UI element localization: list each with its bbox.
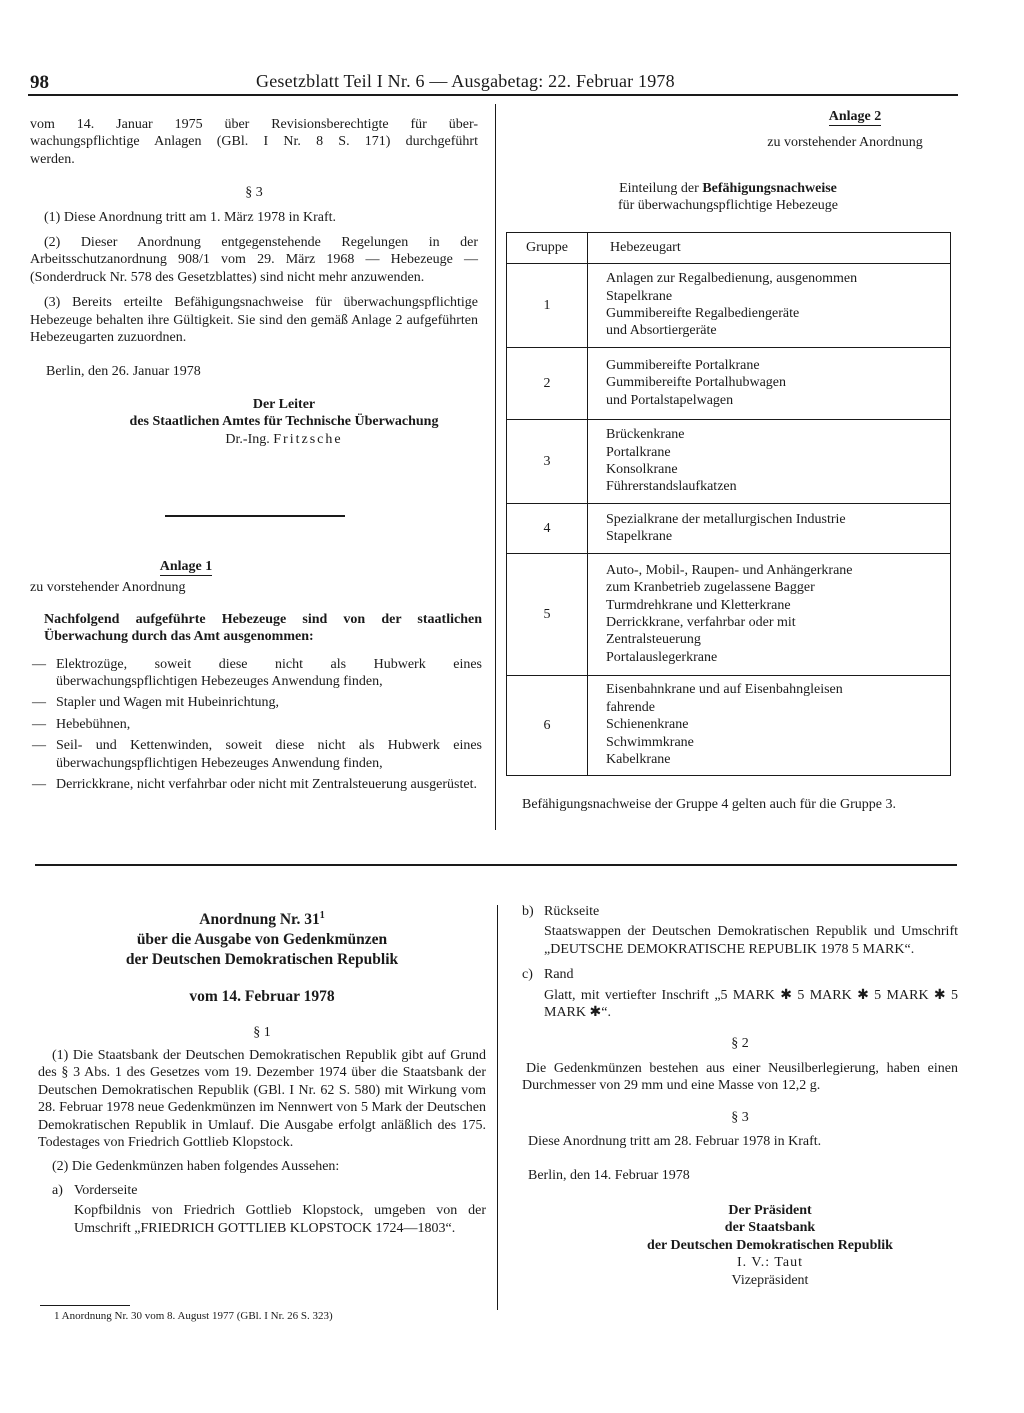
section-2-text: Die Gedenkmünzen bestehen aus einer Neusilberlegierung, haben einen Durchmesser von 29 mm und eine Masse von 12,2 g.: [522, 1060, 958, 1094]
type-item: Spezialkrane der metallurgischen Industrie: [606, 511, 846, 527]
type-item: Zentralsteuerung: [606, 632, 701, 648]
signature-name: [90, 431, 478, 448]
type-item: Stapelkrane: [606, 529, 673, 544]
type-item: Gummibereifte Portalhubwagen: [606, 375, 787, 391]
type-item: Eisenbahnkrane und auf Eisenbahngleisen: [606, 682, 843, 698]
item-b-title: Rückseite: [544, 904, 600, 919]
anlage-2-header: [700, 108, 1010, 125]
anlage-2-heading-bold: Befähigungsnachweise: [702, 181, 837, 196]
section-rule: [35, 864, 957, 866]
ordinance-31-right: [522, 903, 958, 1289]
list-item-text: Stapler und Wagen mit Hubeinrichtung,: [56, 695, 279, 711]
dash-bullet: —: [32, 716, 46, 732]
dash-bullet: —: [32, 738, 46, 754]
section-1-para-2: (2) Die Gedenkmünzen haben folgendes Aussehen:: [52, 1159, 340, 1175]
signature-name-prefix: Dr.-Ing.: [225, 431, 270, 447]
group-types: [588, 504, 951, 554]
list-item-text: Hebebühnen,: [56, 716, 131, 732]
group-types: [588, 348, 951, 420]
anlage-1-title-wrap: [30, 558, 482, 575]
anlage-1-heading: Nachfolgend aufgeführte Hebezeuge sind von der staatlichen Überwachung durch das Amt ausgenommen:: [44, 611, 482, 645]
type-item: und Absortiergeräte: [606, 323, 717, 339]
ordinance-signature-institution: der Staatsbank: [724, 1220, 816, 1236]
item-c-label: c): [522, 967, 533, 983]
item-b-label: b): [522, 904, 534, 919]
left-column-top: [30, 116, 478, 448]
list-item: [30, 716, 482, 733]
type-item: Stapelkrane: [606, 288, 673, 304]
paragraph-2: (2) Dieser Anordnung entgegenstehende Regelungen in der Arbeitsschutzanordnung 908/1 vom 29. März 1968 — Hebezeuge — (Sonderdruck Nr. 578 des Gesetzblattes) sind nicht mehr anzuwenden.: [30, 235, 478, 285]
list-item: [30, 737, 482, 772]
paragraph-1: (1) Diese Anordnung tritt am 1. März 1978 in Kraft.: [44, 209, 336, 225]
group-types: [588, 264, 951, 348]
type-item: Gummibereifte Regalbediengeräte: [606, 306, 800, 321]
section-1-heading: § 1: [253, 1024, 271, 1040]
dash-bullet: —: [32, 777, 46, 793]
type-item: Führerstandslaufkatzen: [606, 479, 737, 495]
type-item: Schwimmkrane: [606, 734, 694, 750]
signature-name-text: Fritzsche: [273, 431, 343, 447]
type-item: Derrickkrane, verfahrbar oder mit: [606, 615, 796, 630]
exempt-list: [30, 656, 482, 794]
group-types: [588, 554, 951, 676]
ordinance-signature-role: Vizepräsident: [731, 1272, 809, 1288]
ordinance-signature-name: I. V.: Taut: [736, 1255, 804, 1271]
table-row: [507, 554, 951, 676]
signature-office: des Staatlichen Amtes für Technische Überwachung: [129, 414, 439, 430]
table-row: [507, 676, 951, 776]
item-a-label: a): [52, 1182, 63, 1198]
footnote-marker: 1: [319, 910, 325, 921]
ordinance-title-text: Anordnung Nr. 31: [199, 911, 320, 929]
anlage-2-heading-prefix: Einteilung der: [619, 181, 699, 196]
group-number: 5: [507, 554, 588, 676]
item-b-text: Staatswappen der Deutschen Demokratischen Republik und Umschrift „DEUTSCHE DEMOKRATISCHE REPUBLIK 1978 5 MARK“.: [544, 924, 958, 957]
anlage-1-title: Anlage 1: [159, 559, 213, 574]
ordinance-title-line1: [38, 906, 486, 930]
intro-line: werden.: [30, 151, 75, 167]
type-item: Portalauslegerkrane: [606, 649, 718, 665]
item-a: [38, 1182, 486, 1237]
type-item: Portalkrane: [606, 444, 671, 460]
item-c-title: Rand: [544, 967, 574, 983]
table-row: [507, 264, 951, 348]
list-item-text: Elektrozüge, soweit diese nicht als Hubwerk eines überwachungspflichtigen Hebezeuges Anwendung finden,: [56, 656, 482, 690]
header-rule: [28, 94, 958, 96]
ordinance-title: [38, 906, 486, 970]
item-c-text: Glatt, mit vertiefter Inschrift „5 MARK ✱ 5 MARK ✱ 5 MARK ✱ 5 MARK ✱“.: [544, 987, 958, 1021]
footnote-rule: [40, 1305, 130, 1306]
place-date: Berlin, den 26. Januar 1978: [46, 364, 201, 380]
item-a-title: Vorderseite: [74, 1182, 138, 1198]
item-a-text: Kopfbildnis von Friedrich Gottlieb Klopstock, umgeben von der Umschrift „FRIEDRICH GOTTLIEB KLOPSTOCK 1724—1803“.: [74, 1203, 486, 1236]
anlage-2-heading-line2: für überwachungspflichtige Hebezeuge: [617, 198, 838, 214]
running-title: Gesetzblatt Teil I Nr. 6 — Ausgabetag: 22. Februar 1978: [256, 71, 675, 91]
column-header-type: Hebezeugart: [588, 233, 951, 264]
dash-bullet: —: [32, 695, 46, 711]
type-item: Brückenkrane: [606, 427, 685, 443]
anlage-2-heading: [506, 180, 950, 215]
type-item: Anlagen zur Regalbedienung, ausgenommen: [606, 271, 858, 287]
group-number: 3: [507, 420, 588, 504]
type-item: zum Kranbetrieb zugelassene Bagger: [606, 580, 815, 596]
ordinance-title-line3: der Deutschen Demokratischen Republik: [125, 951, 399, 969]
type-item: und Portalstapelwagen: [606, 392, 734, 408]
group-number: 4: [507, 504, 588, 554]
ordinance-signature-country: der Deutschen Demokratischen Republik: [647, 1237, 893, 1253]
signature-block: [30, 396, 478, 448]
anlage-2-heading-line1: [506, 180, 950, 197]
signature-title: Der Leiter: [252, 396, 316, 412]
group-types: [588, 420, 951, 504]
anlage-2-note: Befähigungsnachweise der Gruppe 4 gelten auch für die Gruppe 3.: [522, 797, 896, 812]
column-divider: [495, 104, 496, 830]
list-item: [30, 656, 482, 691]
separator-rule: [165, 515, 345, 517]
ordinance-signature: [522, 1202, 958, 1289]
item-b: [522, 903, 958, 958]
section-3-heading: § 3: [731, 1109, 749, 1125]
hebezeug-table: [506, 232, 951, 776]
table-row: [507, 420, 951, 504]
column-header-group: Gruppe: [507, 233, 588, 264]
intro-line: vom 14. Januar 1975 über Revisionsberechtigte für über-: [30, 117, 478, 132]
intro-line: wachungspflichtige Anlagen (GBl. I Nr. 8 S. 171) durchgeführt: [30, 134, 478, 150]
intro-paragraph: [30, 116, 478, 168]
group-number: 6: [507, 676, 588, 776]
ordinance-date: vom 14. Februar 1978: [189, 988, 335, 1006]
anlage-2-subtitle: zu vorstehender Anordnung: [767, 135, 923, 150]
group-number: 1: [507, 264, 588, 348]
groups-table: [506, 232, 951, 776]
ordinance-31-left: [38, 906, 486, 1237]
list-item: [30, 776, 482, 793]
list-item: [30, 694, 482, 711]
section-1-para-1: (1) Die Staatsbank der Deutschen Demokratischen Republik gibt auf Grund des § 3 Abs. 1 des Gesetzes vom 19. Dezember 1974 über die Staatsbank der Deutschen Demokratischen Republik (GBl. I Nr. 62 S. 580) mit Wirkung vom 28. Februar 1978 neue Gedenkmünzen im Nennwert von 5 Mark der Deutschen Demokratischen Republik in Umlauf. Die Ausgabe erfolgt anläßlich des 175. Todestages von Friedrich Gottlieb Klopstock.: [38, 1047, 486, 1150]
section-2-heading: § 2: [731, 1036, 749, 1052]
item-c: [522, 966, 958, 1021]
group-types: [588, 676, 951, 776]
type-item: Gummibereifte Portalkrane: [606, 357, 760, 373]
type-item: fahrende: [606, 699, 655, 715]
ordinance-title-line2: über die Ausgabe von Gedenkmünzen: [136, 931, 388, 949]
footnote: 1 Anordnung Nr. 30 vom 8. August 1977 (GBl. I Nr. 26 S. 323): [54, 1310, 333, 1322]
ordinance-place-date: Berlin, den 14. Februar 1978: [528, 1168, 690, 1184]
group-number: 2: [507, 348, 588, 420]
list-item-text: Derrickkrane, nicht verfahrbar oder nicht mit Zentralsteuerung ausgerüstet.: [56, 777, 477, 793]
type-item: Konsolkrane: [606, 462, 678, 477]
ordinance-signature-title: Der Präsident: [728, 1202, 812, 1218]
table-row: [507, 348, 951, 420]
type-item: Kabelkrane: [606, 752, 671, 768]
list-item-text: Seil- und Kettenwinden, soweit diese nicht als Hubwerk eines überwachungspflichtigen Hebezeuges Anwendung finden,: [56, 738, 482, 771]
section-heading: § 3: [245, 185, 263, 201]
section-3-text: Diese Anordnung tritt am 28. Februar 1978 in Kraft.: [528, 1134, 822, 1150]
type-item: Schienenkrane: [606, 717, 689, 733]
page-number: 98: [30, 72, 49, 93]
anlage-2-title: Anlage 2: [828, 109, 882, 124]
type-item: Turmdrehkrane und Kletterkrane: [606, 597, 791, 613]
anlage-1-subtitle: zu vorstehender Anordnung: [30, 580, 186, 596]
anlage-1: [30, 558, 482, 797]
table-header-row: [507, 233, 951, 264]
paragraph-3: (3) Bereits erteilte Befähigungsnachweise für überwachungspflichtige Hebezeuge behalten ihre Gültigkeit. Sie sind den gemäß Anlage 2 aufgeführten Hebezeugarten zuzuordnen.: [30, 295, 478, 346]
dash-bullet: —: [32, 656, 46, 672]
table-row: [507, 504, 951, 554]
type-item: Auto-, Mobil-, Raupen- und Anhängerkrane: [606, 562, 853, 578]
column-divider-lower: [497, 905, 498, 1310]
